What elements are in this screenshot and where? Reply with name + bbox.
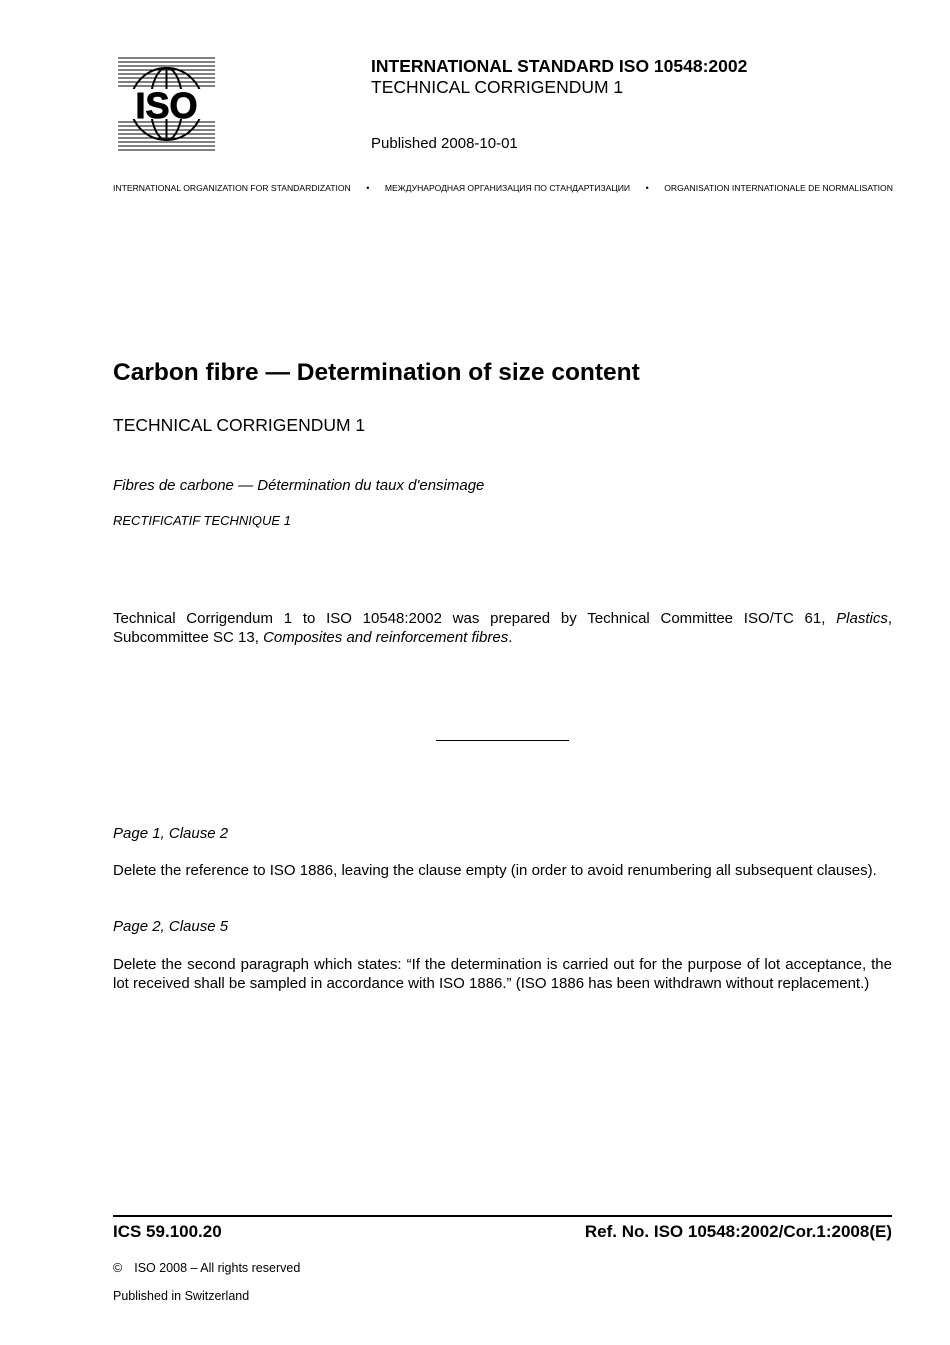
french-title: Fibres de carbone — Détermination du taux d'ensimage bbox=[113, 477, 485, 494]
intro-text-2: , Subcommittee SC 13, bbox=[113, 610, 892, 646]
document-subtitle: TECHNICAL CORRIGENDUM 1 bbox=[113, 415, 366, 435]
standard-title: INTERNATIONAL STANDARD ISO 10548:2002 bbox=[371, 56, 748, 76]
ics-code: ICS 59.100.20 bbox=[113, 1222, 222, 1241]
standard-subtitle: TECHNICAL CORRIGENDUM 1 bbox=[371, 77, 624, 97]
clause-heading: Page 1, Clause 2 bbox=[113, 825, 229, 842]
subcommittee-name: Composites and reinforcement fibres bbox=[263, 628, 509, 646]
committee-name: Plastics bbox=[836, 610, 888, 627]
copyright-symbol: © bbox=[113, 1261, 123, 1275]
section-divider bbox=[436, 740, 569, 741]
organization-names bbox=[113, 183, 893, 194]
bullet-separator: • bbox=[645, 183, 649, 193]
copyright-text: ISO 2008 – All rights reserved bbox=[134, 1261, 301, 1275]
document-title: Carbon fibre — Determination of size content bbox=[113, 359, 640, 386]
intro-text-3: . bbox=[508, 628, 513, 646]
org-name-english: INTERNATIONAL ORGANIZATION FOR STANDARDIZATION bbox=[113, 183, 351, 193]
published-date: Published 2008-10-01 bbox=[371, 135, 518, 152]
intro-text-1: Technical Corrigendum 1 to ISO 10548:2002 was prepared by Technical Committee ISO/TC 61, bbox=[113, 610, 837, 627]
clause-text: Delete the second paragraph which states: “If the determination is carried out for the purpose of lot acceptance, the lot received shall be sampled in accordance with ISO 1886.” (ISO 1886 has been withdrawn without replacement.) bbox=[113, 956, 892, 992]
intro-paragraph bbox=[113, 610, 892, 647]
logo-text: ISO bbox=[135, 85, 198, 126]
clause-text: Delete the reference to ISO 1886, leaving the clause empty (in order to avoid renumbering all subsequent clauses). bbox=[113, 862, 877, 879]
copyright-notice bbox=[113, 1261, 300, 1276]
published-in: Published in Switzerland bbox=[113, 1289, 250, 1303]
french-subtitle: RECTIFICATIF TECHNIQUE 1 bbox=[113, 513, 291, 528]
org-name-french: ORGANISATION INTERNATIONALE DE NORMALISATION bbox=[664, 183, 893, 193]
bullet-separator: • bbox=[366, 183, 370, 193]
iso-logo bbox=[118, 56, 215, 151]
reference-number: Ref. No. ISO 10548:2002/Cor.1:2008(E) bbox=[584, 1222, 892, 1241]
footer-divider bbox=[113, 1215, 892, 1217]
clause-heading: Page 2, Clause 5 bbox=[113, 918, 229, 935]
org-name-russian: МЕЖДУНАРОДНАЯ ОРГАНИЗАЦИЯ ПО СТАНДАРТИЗАЦИИ bbox=[384, 183, 631, 193]
